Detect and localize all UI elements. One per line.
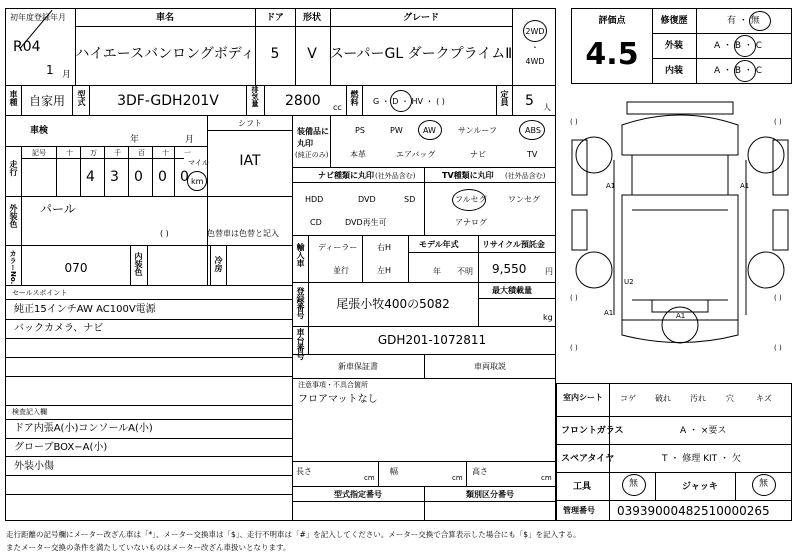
jack-value: 無 — [759, 479, 769, 489]
equipment-item: PS — [355, 126, 365, 135]
drive-dot: ・ — [531, 43, 539, 52]
navi-item: SD — [404, 195, 416, 204]
score-label: 評価点 — [598, 16, 626, 26]
svg-text:( ): ( ) — [570, 294, 578, 302]
equipment-item: 本革 — [350, 150, 366, 159]
color-value: パール — [40, 202, 76, 216]
fuel-label: 燃料 — [350, 90, 359, 106]
inspector-note-line: グローブBOX−A(小) — [14, 442, 108, 453]
type-designation-label: 型式指定番号 — [334, 490, 382, 499]
drive-2wd: 2WD — [525, 27, 545, 36]
equipment-item: ナビ — [470, 150, 486, 159]
mileage-unit: 一 — [184, 149, 191, 157]
new-car-warranty: 新車保証書 — [338, 362, 378, 371]
equipment-label-1: 装備品に — [297, 127, 329, 136]
tv-sub: (社外品含む) — [505, 172, 546, 180]
tools-label: 工具 — [573, 482, 592, 492]
mileage-divider — [104, 146, 105, 196]
door-label: ドア — [266, 13, 284, 23]
equipment-label-3: (純正のみ) — [295, 151, 329, 159]
model: 3DF-GDH201V — [117, 93, 219, 109]
svg-text:( ): ( ) — [774, 118, 782, 126]
reg-month: 1 — [46, 63, 54, 77]
seat-label: 室内シート — [563, 393, 603, 402]
mileage-divider — [152, 146, 153, 196]
seat-option: キズ — [756, 394, 772, 403]
tv-item: ワンセグ — [508, 195, 540, 204]
reg-month-unit: 月 — [62, 70, 72, 80]
displacement-label: 排気量 — [251, 86, 259, 107]
grade: スーパーGL ダークプライムⅡ — [329, 46, 513, 62]
import-dealer: ディーラー — [318, 243, 358, 252]
mileage-unit: 百 — [138, 149, 145, 157]
mileage-unit: 十 — [162, 149, 169, 157]
diagram-damage-label: A1 — [676, 312, 686, 320]
recycle-unit: 円 — [545, 267, 553, 276]
equipment-item: エアバッグ — [396, 150, 436, 159]
mgmt-label: 管理番号 — [563, 506, 595, 515]
seat-option: コゲ — [620, 394, 636, 403]
score-value: 4.5 — [585, 37, 639, 72]
displacement: 2800 — [285, 93, 321, 109]
footer-line-2: またメーター交換の条件を満たしていないものはメーター改ざん車扱いとなります。 — [6, 543, 291, 552]
navi-sub: (社外品含む) — [375, 172, 416, 180]
mile-label: マイル — [188, 159, 209, 167]
svg-text:( ): ( ) — [774, 344, 782, 352]
mgmt-value: 03939000482510000265 — [617, 504, 770, 518]
mileage-label: 走行 — [9, 160, 18, 176]
navi-item: DVD — [358, 195, 376, 204]
capacity-label: 定員 — [500, 90, 509, 106]
spare-options: T ・ 修理 KIT ・ 欠 — [662, 454, 741, 464]
mileage-divider — [80, 146, 81, 196]
svg-text:( ): ( ) — [570, 118, 578, 126]
mileage-divider — [128, 146, 129, 196]
diagram-damage-label: A1 — [606, 182, 616, 190]
model-label: 型式 — [77, 90, 86, 106]
model-year-year: 年 — [433, 267, 441, 276]
model-year-label: モデル年式 — [419, 240, 459, 249]
color-no-label: カラーNo. — [9, 250, 17, 285]
interior-label: 内装 — [664, 66, 684, 76]
sales-points-label: セールスポイント — [12, 289, 68, 297]
exterior-grade: A ・ B ・ C — [714, 41, 763, 51]
length-unit: cm — [364, 474, 375, 482]
equipment-item: TV — [527, 150, 538, 159]
capacity-unit: 人 — [543, 103, 551, 112]
navi-item: CD — [310, 218, 322, 227]
class-number-label: 類別区分番号 — [466, 490, 514, 499]
jack-label: ジャッキ — [682, 482, 718, 492]
repair-label: 修復歴 — [660, 16, 688, 26]
fuel-options: G ・ D ・ HV ・ ( ) — [373, 97, 445, 106]
glass-label: フロントガラス — [561, 426, 624, 436]
width-unit: cm — [452, 474, 463, 482]
color-paren: ( ) — [160, 229, 169, 238]
usage-label: 車種 — [9, 90, 18, 106]
mileage-divider — [56, 146, 57, 196]
color-no: 070 — [64, 261, 88, 275]
car-name-label: 車名 — [155, 13, 175, 23]
km-label: km — [191, 177, 204, 186]
usage: 自家用 — [28, 94, 66, 108]
navi-item: DVD再生可 — [345, 218, 387, 227]
equipment-item: ABS — [525, 126, 541, 135]
grade-label: グレード — [402, 13, 440, 23]
interior-grade: A ・ B ・ C — [714, 66, 763, 76]
model-year-unknown: 不明 — [457, 267, 473, 276]
ac-label: 冷房 — [214, 256, 223, 272]
svg-text:( ): ( ) — [570, 344, 578, 352]
drive-4wd: 4WD — [525, 57, 545, 66]
vehicle-damage-diagram — [562, 100, 798, 365]
car-name: ハイエースバンロングボディ — [75, 46, 255, 62]
diagram-damage-label: A1 — [604, 309, 614, 317]
equipment-item: サンルーフ — [458, 126, 497, 135]
repair-none-circle — [749, 11, 771, 31]
mileage-note: 記号 — [32, 149, 46, 157]
seat-option: 穴 — [726, 394, 734, 403]
mileage-unit: 千 — [114, 149, 121, 157]
repair-value: 有 ・ 無 — [727, 16, 760, 26]
fuel-circle-d — [390, 90, 412, 112]
diagram-damage-label: U2 — [624, 278, 634, 286]
shaken-month: 月 — [185, 135, 195, 145]
max-load-unit: kg — [543, 313, 553, 322]
shaken-year: 年 — [130, 135, 140, 145]
chassis-label: 車台番号 — [296, 328, 305, 360]
mileage-digit: 0 — [180, 169, 189, 185]
shift: IAT — [239, 153, 261, 169]
notes-value: フロアマットなし — [298, 394, 378, 405]
mileage-digit: 3 — [110, 169, 119, 185]
mileage-digit: 0 — [134, 169, 143, 185]
interior-color-label: 内装色 — [134, 252, 143, 276]
navi-label: ナビ種類に丸印 — [318, 171, 374, 180]
seat-option: 汚れ — [690, 394, 706, 403]
recycle-label: リサイクル預託金 — [482, 240, 545, 249]
equipment-item: AW — [423, 126, 436, 135]
import-label: 輸入車 — [296, 243, 305, 267]
first-reg-label: 初年度登録年月 — [10, 13, 66, 22]
sales-point-line: バックカメラ、ナビ — [14, 323, 104, 334]
mileage-unit: 十 — [66, 149, 73, 157]
equipment-item: PW — [390, 126, 403, 135]
exterior-b-circle — [734, 35, 756, 57]
width-label: 幅 — [390, 467, 398, 476]
mileage-digit: 4 — [86, 169, 95, 185]
seat-option: 破れ — [655, 394, 671, 403]
mileage-divider — [174, 146, 175, 196]
shape-label: 形状 — [302, 13, 322, 23]
import-left-h: 左H — [377, 266, 392, 275]
diagram-damage-label: A1 — [740, 182, 750, 190]
capacity: 5 — [525, 93, 534, 109]
registration-value: 尾張小牧400の5082 — [336, 297, 450, 311]
doors: 5 — [270, 46, 280, 62]
abs-circle — [519, 120, 545, 140]
tv-item: フルセグ — [455, 195, 487, 204]
recycle-value: 9,550 — [492, 262, 527, 276]
shaken-label: 車検 — [30, 126, 49, 136]
sales-point-line: 純正15インチAW AC100V電源 — [14, 304, 156, 315]
spare-label: スペアタイヤ — [561, 454, 615, 464]
displacement-unit: cc — [333, 103, 342, 112]
aw-circle — [418, 120, 442, 140]
import-right-h: 右H — [377, 243, 392, 252]
mileage-digit: 0 — [158, 169, 167, 185]
glass-options: A ・ ×要ス — [680, 426, 727, 436]
inspector-note-line: ドア内張A(小)コンソールA(小) — [14, 423, 153, 434]
vehicle-manual: 車両取説 — [474, 362, 506, 371]
reg-year: R04 — [13, 39, 41, 55]
color-label: 外装色 — [9, 204, 18, 228]
svg-text:( ): ( ) — [774, 294, 782, 302]
interior-b-circle — [734, 60, 756, 82]
notes-label: 注意事項・不具合箇所 — [298, 381, 368, 389]
tools-value: 無 — [629, 479, 639, 489]
color-note: 色替車は色替と記入 — [207, 229, 279, 238]
length-label: 長さ — [296, 467, 312, 476]
fullseg-circle — [452, 189, 486, 211]
tv-item: アナログ — [455, 218, 487, 227]
inspector-label: 検査記入欄 — [12, 408, 47, 416]
inspector-note-line: 外装小傷 — [14, 461, 54, 472]
registration-label: 登録番号 — [296, 287, 305, 319]
height-unit: cm — [541, 474, 552, 482]
exterior-label: 外装 — [664, 41, 684, 51]
import-parallel: 並行 — [333, 266, 349, 275]
footer-line-1: 走行距離の記号欄にメーター改ざん車は「*」、メーター交換車は「$」、走行不明車は「#」を記入してください。メーター交換で合算表示した場合にも「$」を記入する。 — [6, 530, 581, 539]
height-label: 高さ — [472, 467, 488, 476]
chassis: GDH201-1072811 — [377, 333, 487, 347]
mileage-unit: 万 — [90, 149, 97, 157]
shift-label: シフト — [238, 119, 262, 128]
equipment-label-2: 丸印 — [297, 139, 313, 148]
shape: V — [307, 46, 317, 62]
max-load-label: 最大積載量 — [492, 286, 532, 295]
navi-item: HDD — [305, 195, 324, 204]
tv-label: TV種類に丸印 — [442, 171, 494, 180]
